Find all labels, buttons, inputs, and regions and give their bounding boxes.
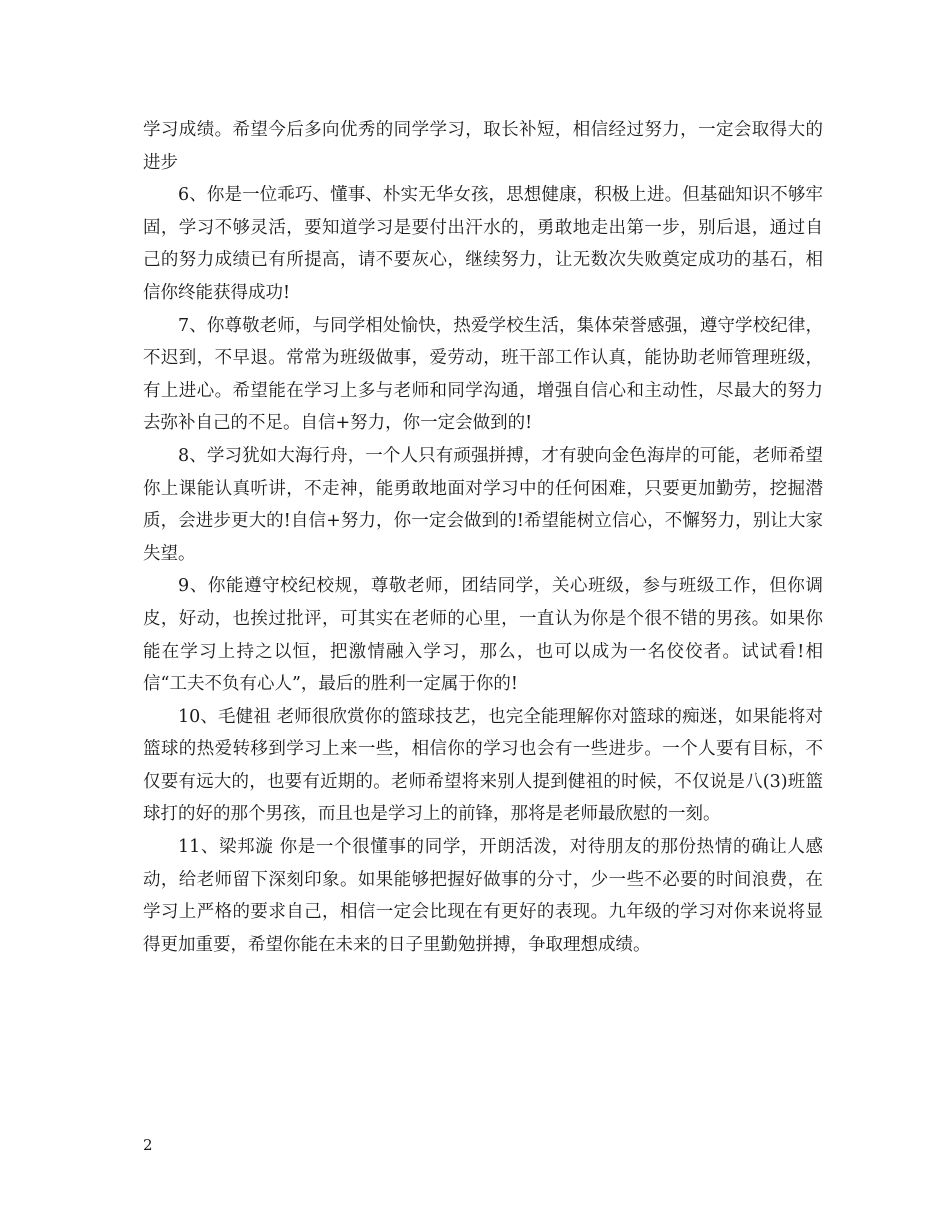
paragraph-comment-9: 9、你能遵守校纪校规，尊敬老师，团结同学，关心班级，参与班级工作，但你调皮，好动，也挨过批评，可其实在老师的心里，一直认为你是个很不错的男孩。如果你能在学习上持之以恒，把激情融入学习，那么，也可以成为一名佼佼者。试试看!相信“工夫不负有心人”，最后的胜利一定属于你的!	[143, 576, 823, 695]
paragraph-comment-11: 11、梁邦漩 你是一个很懂事的同学，开朗活泼，对待朋友的那份热情的确让人感动，给老师留下深刻印象。如果能够把握好做事的分寸，少一些不必要的时间浪费，在学习上严格的要求自己，相信一定会比现在有更好的表现。九年级的学习对你来说将显得更加重要，希望你能在未来的日子里勤勉拼搏，争取理想成绩。	[143, 837, 823, 955]
paragraph-comment-6: 6、你是一位乖巧、懂事、朴实无华女孩，思想健康，积极上进。但基础知识不够牢固，学习不够灵活，要知道学习是要付出汗水的，勇敢地走出第一步，别后退，通过自己的努力成绩已有所提高，请不要灰心，继续努力，让无数次失败奠定成功的基石，相信你终能获得成功!	[143, 185, 823, 303]
paragraph-continuation: 学习成绩。希望今后多向优秀的同学学习，取长补短，相信经过努力，一定会取得大的进步	[143, 120, 823, 173]
document-body	[143, 114, 823, 961]
paragraph-comment-7: 7、你尊敬老师，与同学相处愉快，热爱学校生活，集体荣誉感强，遵守学校纪律，不迟到，不早退。常常为班级做事，爱劳动，班干部工作认真，能协助老师管理班级，有上进心。希望能在学习上多与老师和同学沟通，增强自信心和主动性，尽最大的努力去弥补自己的不足。自信+努力，你一定会做到的!	[143, 315, 823, 434]
page-number: 2	[143, 1136, 153, 1154]
paragraph-comment-8: 8、学习犹如大海行舟，一个人只有顽强拼搏，才有驶向金色海岸的可能，老师希望你上课能认真听讲，不走神，能勇敢地面对学习中的任何困难，只要更加勤劳，挖掘潜质，会进步更大的!自信+努力，你一定会做到的!希望能树立信心，不懈努力，别让大家失望。	[143, 445, 823, 564]
paragraph-comment-10: 10、毛健祖 老师很欣赏你的篮球技艺，也完全能理解你对篮球的痴迷，如果能将对篮球的热爱转移到学习上来一些，相信你的学习也会有一些进步。一个人要有目标，不仅要有远大的，也要有近期的。老师希望将来别人提到健祖的时候，不仅说是八(3)班篮球打的好的那个男孩，而且也是学习上的前锋，那将是老师最欣慰的一刻。	[143, 706, 823, 825]
